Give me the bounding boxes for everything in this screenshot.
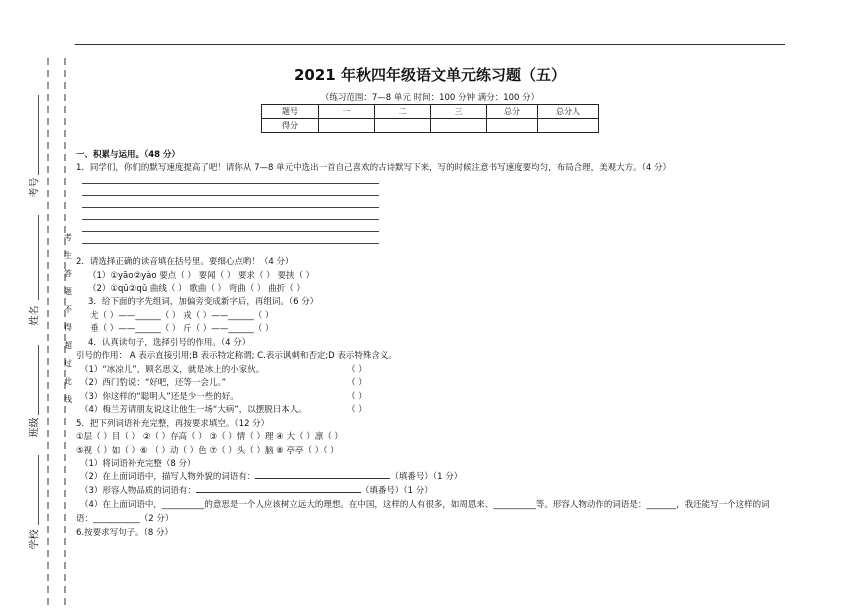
- binding-dashes-outer: [42, 58, 54, 606]
- question-3: 3．给下面的字先组词，加偏旁变成新字后，再组词。（6 分）: [88, 297, 319, 307]
- question-5: 5．把下列词语补充完整，再按要求填空。（12 分）: [76, 419, 270, 429]
- score-input-cell[interactable]: [487, 119, 538, 133]
- question-5-sub-1: （1）将词语补充完整（8 分）: [80, 459, 196, 469]
- exam-id-line: [38, 95, 39, 175]
- seal-char: 答: [64, 269, 72, 278]
- score-input-cell[interactable]: [319, 119, 375, 133]
- table-cell: 二: [375, 105, 431, 119]
- school-label: 学校: [29, 529, 41, 550]
- question-5-sub-3: [80, 486, 433, 497]
- question-5-sub-2-text: （2）在上面词语中，描写人物外貌的词语有：: [80, 472, 256, 482]
- question-3-line-1: 尤（ ）——______（ ） 戎（ ）——______（ ）: [90, 311, 274, 321]
- question-4-item: （1）“冰凉儿”，顾名思义，就是冰上的小家伙。: [80, 365, 265, 375]
- answer-paren[interactable]: （ ）: [347, 365, 367, 375]
- exam-id-label: 考号: [29, 177, 41, 198]
- answer-blank[interactable]: [255, 478, 390, 479]
- top-rule: [75, 44, 785, 45]
- question-4: 4．认真读句子，选择引号的作用。（4 分）: [88, 338, 251, 348]
- score-input-cell[interactable]: [538, 119, 599, 133]
- class-line: [38, 345, 39, 415]
- seal-char: 得: [64, 323, 72, 332]
- seal-char: 线: [64, 395, 72, 404]
- seal-char: 过: [64, 359, 72, 368]
- question-3-line-2: 垂（ ）——______（ ） 斤（ ）——______（ ）: [90, 324, 274, 334]
- question-5-sub-2-tail: （填番号）（1 分）: [390, 472, 463, 482]
- seal-char: 不: [64, 305, 72, 314]
- class-label: 班级: [29, 417, 41, 438]
- question-6: 6.按要求写句子。（8 分）: [76, 528, 173, 538]
- table-row: [262, 119, 599, 133]
- table-cell: 得分: [262, 119, 319, 133]
- question-5-sub-3-text: （3）形容人物品质的词语有：: [80, 486, 196, 496]
- name-line: [38, 215, 39, 300]
- question-5-line-2: ⑤视（ ）如（ ）⑥ （ ）动（ ）色 ⑦（ ）头（ ）脑 ⑧ 亭亭（ ）（ ）: [76, 446, 339, 456]
- table-cell: 总分: [487, 105, 538, 119]
- question-5-sub-4-cont: 语：___________（2 分）: [76, 514, 174, 524]
- question-4-intro: 引号的作用： A 表示直接引用;B 表示特定称谓; C.表示讽刺和否定;D 表示特殊含义。: [76, 351, 397, 361]
- school-line: [38, 455, 39, 525]
- table-cell: 题号: [262, 105, 319, 119]
- question-1: 1．同学们，你们的默写速度提高了吧！请你从 7—8 单元中选出一首自己喜欢的古诗默写下来，写的时候注意书写速度要均匀，布局合理，美观大方。（4 分）: [76, 163, 671, 173]
- question-5-sub-4: （4）在上面词语中，__________的意思是一个人应该树立远大的理想。在中国，这样的人有很多，如周恩来、__________等。形容人物动作的词语是：_______，我还能写一个这样的词: [80, 500, 770, 510]
- question-4-item: （3）你这样的“聪明人”还是少一些的好。: [80, 392, 239, 402]
- question-2-line-2: （2）①qū②qǔ 曲线（ ） 歌曲（ ） 弯曲（ ） 曲折（ ）: [88, 284, 305, 294]
- answer-paren[interactable]: （ ）: [347, 392, 367, 402]
- table-row: [262, 105, 599, 119]
- writing-line[interactable]: [82, 195, 379, 196]
- seal-char: 此: [64, 377, 72, 386]
- question-5-line-1: ①层（ ）目（ ） ②（ ）存高（ ） ③（ ）情（ ）理 ④ 大（ ）凛（ ）: [76, 432, 343, 442]
- score-input-cell[interactable]: [431, 119, 487, 133]
- answer-paren[interactable]: （ ）: [347, 405, 367, 415]
- question-2-line-1: （1）①yāo②yào 要点（ ） 要闻（ ） 要求（ ） 要挟（ ）: [88, 271, 315, 281]
- question-4-item: （2）西门豹说：“好吧，还等一会儿。”: [80, 378, 226, 388]
- question-2: 2．请选择正确的读音填在括号里。要细心点哟！（4 分）: [76, 257, 294, 267]
- writing-line[interactable]: [82, 219, 379, 220]
- section-heading: 一、积累与运用。（48 分）: [76, 150, 181, 160]
- writing-line[interactable]: [82, 183, 379, 184]
- table-cell: 总分人: [538, 105, 599, 119]
- table-cell: 一: [319, 105, 375, 119]
- score-input-cell[interactable]: [375, 119, 431, 133]
- writing-line[interactable]: [82, 231, 379, 232]
- page-subtitle: （练习范围：7—8 单元 时间：100 分钟 满分：100 分）: [320, 93, 540, 103]
- question-5-sub-2: [80, 472, 462, 483]
- answer-blank[interactable]: [196, 492, 361, 493]
- score-table: [261, 104, 599, 133]
- table-cell: 三: [431, 105, 487, 119]
- question-5-sub-3-tail: （填番号）（1 分）: [360, 486, 433, 496]
- writing-line[interactable]: [82, 207, 379, 208]
- writing-line[interactable]: [82, 243, 379, 244]
- name-label: 姓名: [29, 305, 41, 326]
- seal-char: 考: [64, 233, 72, 242]
- seal-char: 生: [64, 251, 72, 260]
- page-title: 2021 年秋四年级语文单元练习题（五）: [294, 66, 566, 84]
- seal-char: 超: [64, 341, 72, 350]
- seal-char: 题: [64, 287, 72, 296]
- question-4-item: （4）梅兰芳请朋友说这让他生一场“大病”，以摆脱日本人。: [80, 405, 307, 415]
- answer-paren[interactable]: （ ）: [347, 378, 367, 388]
